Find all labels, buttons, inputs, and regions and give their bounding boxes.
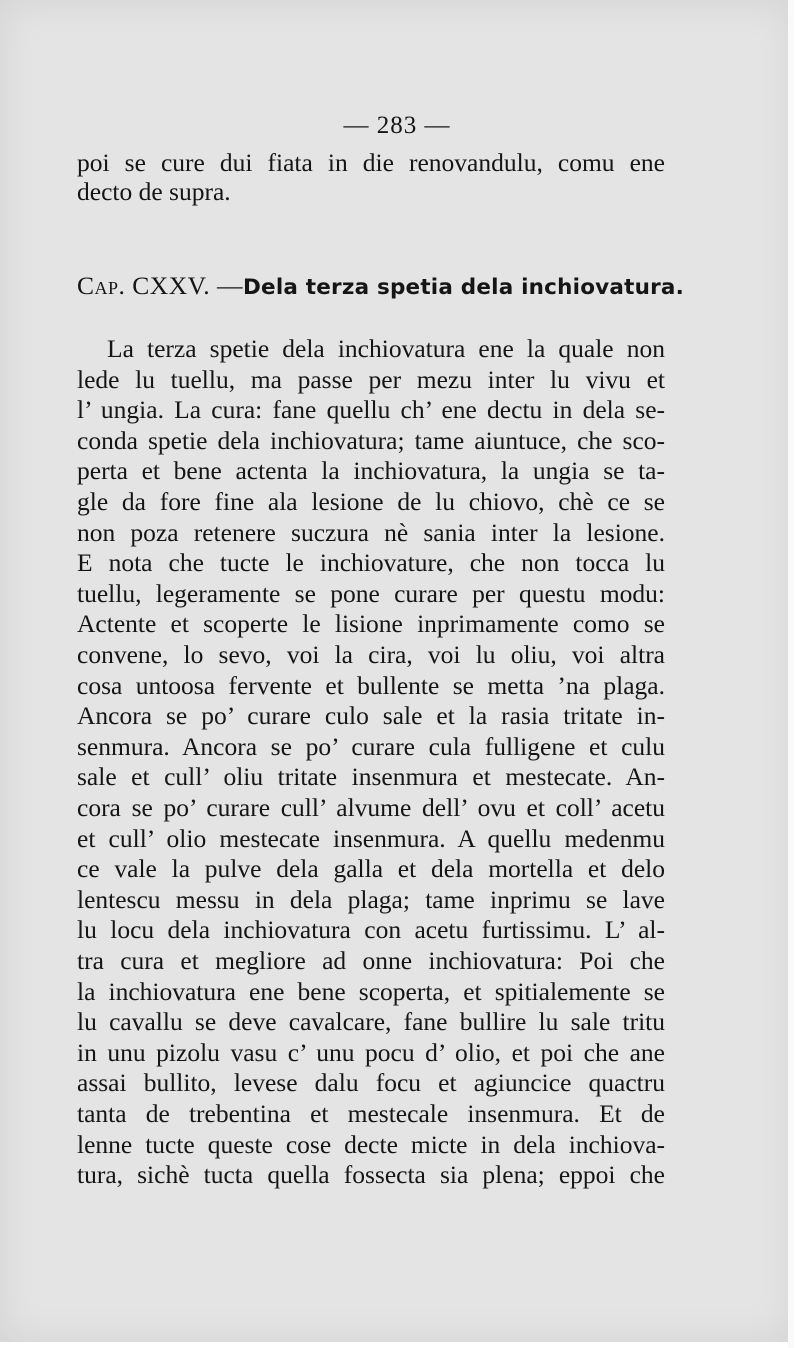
chapter-label: Cap. CXXV. —	[77, 271, 243, 300]
text-line: tura, sichè tucta quella fossecta sia plena; eppoi che	[77, 1160, 665, 1189]
text-line: La terza spetie dela inchiovatura ene la quale non	[107, 334, 665, 363]
text-line: la inchiovatura ene bene scoperta, et spitialemente se	[77, 977, 665, 1006]
text-line: in unu pizolu vasu c’ unu pocu d’ olio, et poi che ane	[77, 1038, 665, 1067]
text-line: convene, lo sevo, voi la cira, voi lu oliu, voi altra	[77, 640, 665, 669]
chapter-heading	[77, 270, 684, 302]
text-line: cora se po’ curare cull’ alvume dell’ ovu et coll’ acetu	[77, 793, 665, 822]
page-number: — 283 —	[343, 112, 451, 139]
text-line: senmura. Ancora se po’ curare cula fulligene et culu	[77, 732, 665, 761]
text-line: Ancora se po’ curare culo sale et la rasia tritate in-	[77, 701, 665, 730]
text-line: lenne tucte queste cose decte micte in dela inchiova-	[77, 1130, 665, 1159]
text-line: perta et bene actenta la inchiovatura, la ungia se ta-	[77, 456, 665, 485]
text-line: ce vale la pulve dela galla et dela mortella et delo	[77, 854, 665, 883]
text-line: lede lu tuellu, ma passe per mezu inter lu vivu et	[77, 365, 665, 394]
text-line: gle da fore fine ala lesione de lu chiovo, chè ce se	[77, 487, 665, 516]
text-line: E nota che tucte le inchiovature, che non tocca lu	[77, 548, 665, 577]
text-line: non poza retenere suczura nè sania inter la lesione.	[77, 518, 665, 547]
text-line: lu locu dela inchiovatura con acetu furtissimu. L’ al-	[77, 915, 665, 944]
text-line: tra cura et megliore ad onne inchiovatura: Poi che	[77, 946, 665, 975]
text-line: sale et cull’ oliu tritate insenmura et mestecate. An-	[77, 762, 665, 791]
text-line: decto de supra.	[77, 177, 231, 206]
text-line: tuellu, legeramente se pone curare per questu modu:	[77, 579, 665, 608]
text-line: conda spetie dela inchiovatura; tame aiuntuce, che sco-	[77, 426, 665, 455]
chapter-title: Dela terza spetia dela inchiovatura.	[243, 275, 684, 300]
text-line: lu cavallu se deve cavalcare, fane bullire lu sale tritu	[77, 1007, 665, 1036]
text-line: et cull’ olio mestecate insenmura. A quellu medenmu	[77, 824, 665, 853]
text-line: Actente et scoperte le lisione inprimamente como se	[77, 609, 665, 638]
text-line: lentescu messu in dela plaga; tame inprimu se lave	[77, 885, 665, 914]
text-line: l’ ungia. La cura: fane quellu ch’ ene dectu in dela se-	[77, 395, 665, 424]
text-line: assai bullito, levese dalu focu et agiuncice quactru	[77, 1068, 665, 1097]
page-edge	[788, 0, 794, 1348]
text-line: tanta de trebentina et mestecale insenmura. Et de	[77, 1099, 665, 1128]
text-line: poi se cure dui fiata in die renovandulu, comu ene	[77, 148, 665, 177]
text-line: cosa untoosa fervente et bullente se metta ’na plaga.	[77, 671, 665, 700]
